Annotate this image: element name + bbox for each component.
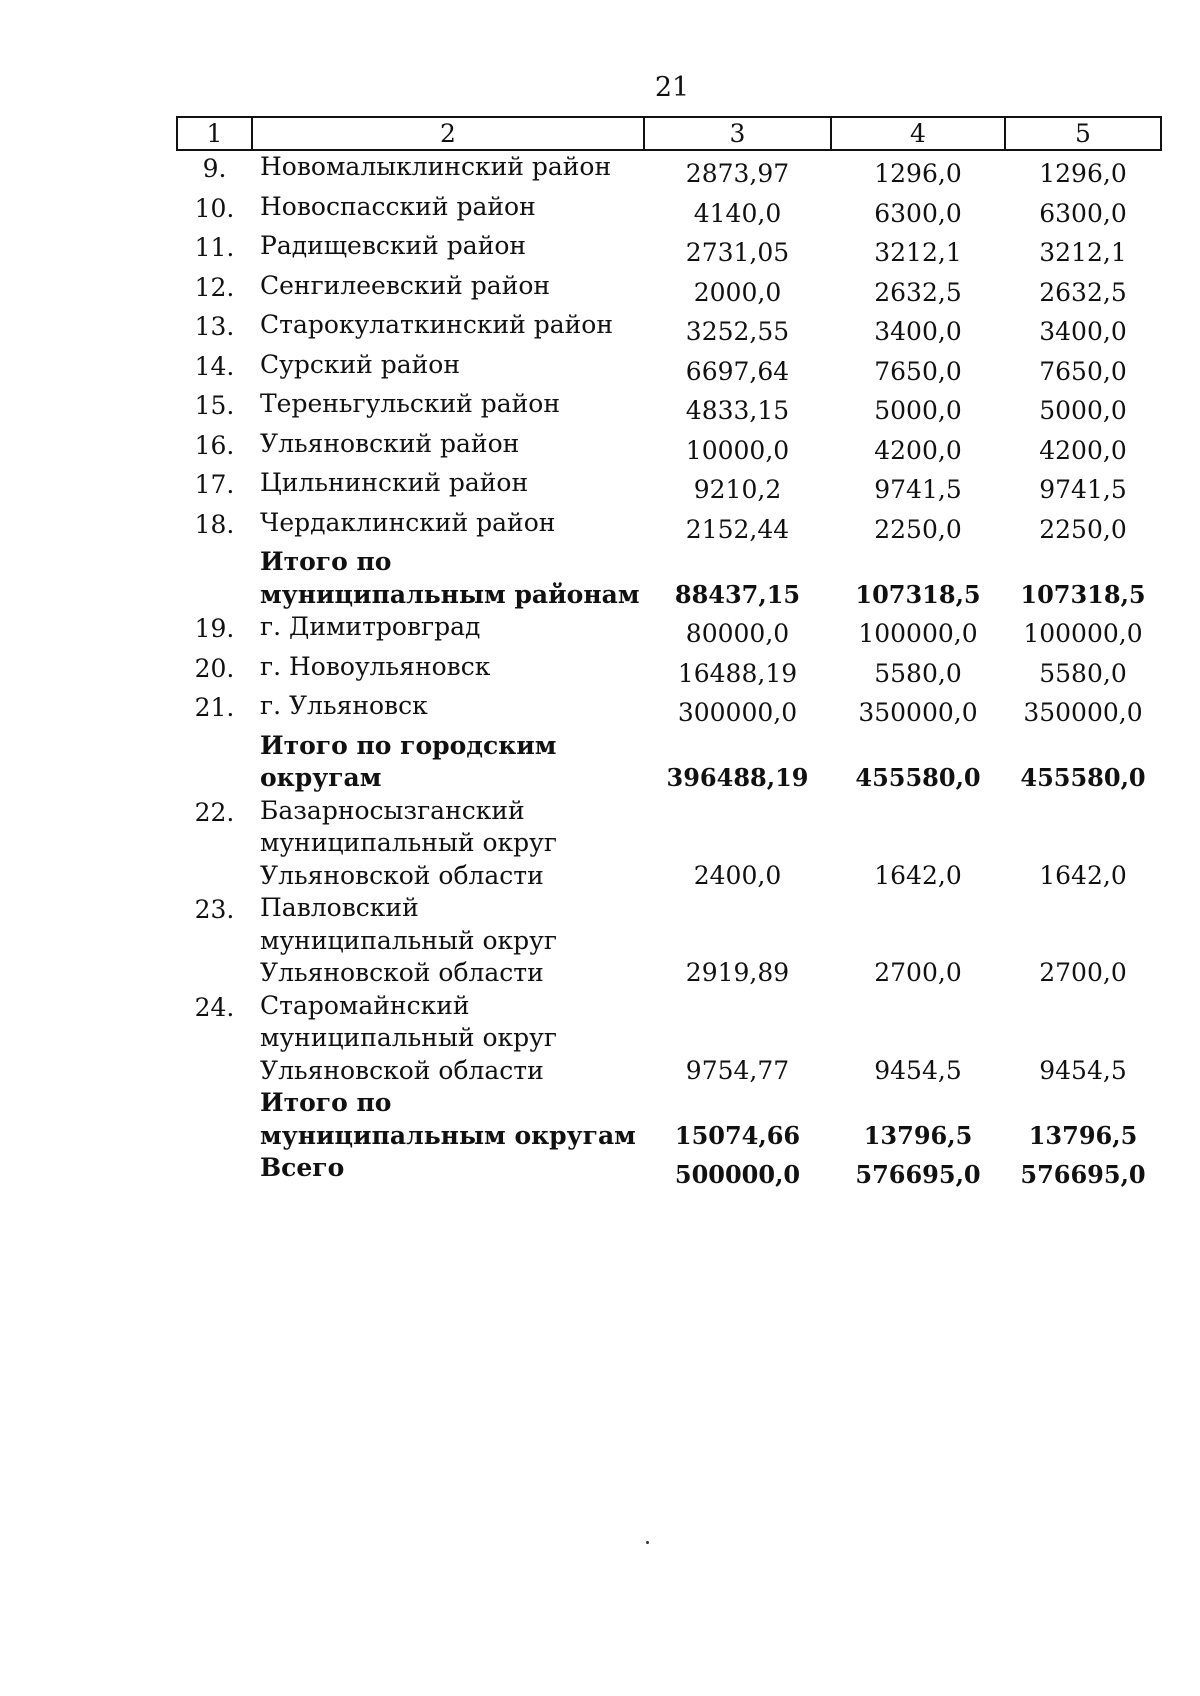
row-name: Базарносызганский муниципальный округ Ульяновской области [260, 795, 557, 890]
row-value-col3: 10000,0 [685, 435, 790, 465]
row-value-col3: 2152,44 [685, 514, 790, 544]
row-value-col4: 1296,0 [874, 159, 962, 188]
row-value-col4: 2632,5 [874, 277, 962, 307]
row-number: 24. [194, 992, 235, 1022]
table-total-row [177, 546, 1161, 611]
row-number: 11. [194, 233, 235, 262]
table-header-row [177, 117, 1161, 150]
row-name: Ульяновский район [260, 428, 520, 458]
header-cell-5: 5 [1005, 117, 1161, 150]
row-name: Чердаклинский район [260, 507, 556, 537]
table-row [177, 467, 1161, 507]
row-value-col4: 13796,5 [863, 1120, 973, 1150]
row-value-col4: 350000,0 [858, 698, 978, 727]
row-value-col4: 3212,1 [874, 238, 962, 267]
table-body [177, 150, 1161, 1192]
row-number [177, 730, 252, 795]
table-row [177, 611, 1161, 651]
row-value-col3: 4140,0 [693, 198, 782, 228]
row-number: 12. [194, 272, 235, 302]
row-value-col3: 396488,19 [666, 763, 809, 792]
row-value-col3: 2873,97 [685, 159, 790, 188]
table-row [177, 651, 1161, 691]
table-row [177, 507, 1161, 547]
row-value-col3: 500000,0 [674, 1160, 801, 1189]
row-value-col3: 16488,19 [677, 658, 798, 688]
row-value-col5: 9454,5 [1039, 1055, 1127, 1085]
row-name: Новомалыклинский район [260, 152, 612, 181]
row-value-col4: 107318,5 [855, 579, 981, 609]
row-number: 18. [194, 509, 235, 539]
row-value-col4: 455580,0 [855, 763, 981, 792]
row-number: 16. [194, 430, 235, 460]
row-value-col5: 3212,1 [1039, 238, 1127, 267]
row-value-col5: 107318,5 [1020, 579, 1146, 609]
row-value-col3: 2731,05 [685, 238, 790, 267]
row-number: 22. [194, 797, 235, 827]
row-value-col5: 9741,5 [1039, 475, 1127, 504]
row-value-col4: 5000,0 [874, 396, 962, 425]
header-cell-3: 3 [644, 117, 831, 150]
table-row [177, 892, 1161, 990]
row-value-col5: 455580,0 [1020, 763, 1146, 792]
table-total-row [177, 730, 1161, 795]
row-value-col5: 1642,0 [1039, 860, 1127, 890]
row-name: Новоспасский район [260, 191, 536, 221]
row-name: Итого по городским округам [260, 730, 557, 792]
row-number [177, 1087, 252, 1152]
table-total-row [177, 1087, 1161, 1152]
header-cell-4: 4 [831, 117, 1005, 150]
header-cell-1: 1 [177, 117, 252, 150]
row-name: Старомайнский муниципальный округ Ульяновской области [260, 990, 557, 1085]
row-value-col3: 6697,64 [685, 356, 790, 386]
row-name: Сенгилеевский район [260, 270, 551, 300]
row-value-col5: 576695,0 [1020, 1160, 1146, 1189]
row-value-col5: 350000,0 [1023, 698, 1143, 727]
row-value-col4: 7650,0 [874, 356, 962, 386]
row-value-col4: 6300,0 [874, 198, 962, 228]
row-number [177, 1152, 252, 1192]
table-total-row [177, 1152, 1161, 1192]
row-number: 14. [194, 351, 235, 381]
row-value-col5: 3400,0 [1039, 317, 1127, 346]
table-row [177, 230, 1161, 270]
row-value-col4: 9454,5 [874, 1055, 962, 1085]
row-value-col5: 2700,0 [1039, 958, 1127, 987]
row-value-col3: 9210,2 [693, 475, 782, 504]
table-row [177, 795, 1161, 893]
row-value-col5: 13796,5 [1028, 1120, 1138, 1150]
stray-mark [646, 1541, 649, 1544]
table-row [177, 349, 1161, 389]
row-name: Итого по муниципальным округам [260, 1088, 636, 1150]
row-value-col5: 1296,0 [1039, 159, 1127, 188]
row-value-col3: 4833,15 [685, 396, 790, 425]
row-value-col5: 5580,0 [1039, 658, 1127, 688]
row-value-col3: 2400,0 [693, 860, 782, 890]
row-value-col5: 5000,0 [1039, 396, 1127, 425]
row-name: Всего [260, 1153, 345, 1182]
table-row [177, 990, 1161, 1088]
row-value-col4: 100000,0 [858, 619, 978, 648]
row-value-col3: 3252,55 [685, 317, 790, 346]
row-value-col4: 2700,0 [874, 958, 962, 987]
row-value-col5: 2632,5 [1039, 277, 1127, 307]
row-value-col3: 300000,0 [677, 698, 798, 727]
row-value-col3: 80000,0 [685, 619, 790, 648]
row-name: Павловский муниципальный округ Ульяновской области [260, 893, 557, 987]
page-number: 21 [654, 72, 690, 103]
row-number: 15. [194, 391, 235, 420]
row-value-col3: 15074,66 [674, 1120, 801, 1150]
row-value-col4: 9741,5 [874, 475, 962, 504]
row-number: 20. [194, 653, 235, 683]
row-name: Цильнинский район [260, 468, 529, 497]
row-value-col5: 7650,0 [1039, 356, 1127, 386]
row-number: 21. [194, 693, 235, 722]
row-number: 23. [194, 895, 235, 924]
row-number: 9. [202, 154, 227, 183]
budget-table [176, 116, 1162, 1192]
row-name: Итого по муниципальным районам [260, 547, 640, 609]
table-row [177, 690, 1161, 730]
row-name: Тереньгульский район [260, 389, 561, 418]
row-name: Сурский район [260, 349, 461, 379]
row-name: г. Димитровград [260, 612, 481, 641]
row-number: 19. [194, 614, 235, 643]
row-value-col4: 4200,0 [874, 435, 962, 465]
row-value-col4: 5580,0 [874, 658, 962, 688]
row-value-col4: 576695,0 [855, 1160, 981, 1189]
row-value-col3: 2919,89 [685, 958, 790, 987]
table-row [177, 191, 1161, 231]
row-value-col3: 9754,77 [685, 1055, 790, 1085]
row-value-col5: 6300,0 [1039, 198, 1127, 228]
table-row [177, 388, 1161, 428]
table-row [177, 428, 1161, 468]
row-value-col4: 3400,0 [874, 317, 962, 346]
row-number: 13. [194, 312, 235, 341]
row-value-col5: 100000,0 [1023, 619, 1143, 648]
table-row [177, 309, 1161, 349]
row-number: 17. [194, 470, 235, 499]
row-name: г. Новоульяновск [260, 651, 491, 681]
row-number [177, 546, 252, 611]
row-value-col4: 2250,0 [874, 514, 962, 544]
row-name: г. Ульяновск [260, 691, 428, 720]
row-value-col3: 88437,15 [674, 579, 801, 609]
header-cell-2: 2 [252, 117, 644, 150]
row-value-col5: 2250,0 [1039, 514, 1127, 544]
table-row [177, 270, 1161, 310]
table-row [177, 150, 1161, 191]
row-name: Радищевский район [260, 231, 527, 260]
row-number: 10. [194, 193, 235, 223]
row-value-col4: 1642,0 [874, 860, 962, 890]
row-value-col5: 4200,0 [1039, 435, 1127, 465]
row-value-col3: 2000,0 [693, 277, 782, 307]
row-name: Старокулаткинский район [260, 310, 614, 339]
